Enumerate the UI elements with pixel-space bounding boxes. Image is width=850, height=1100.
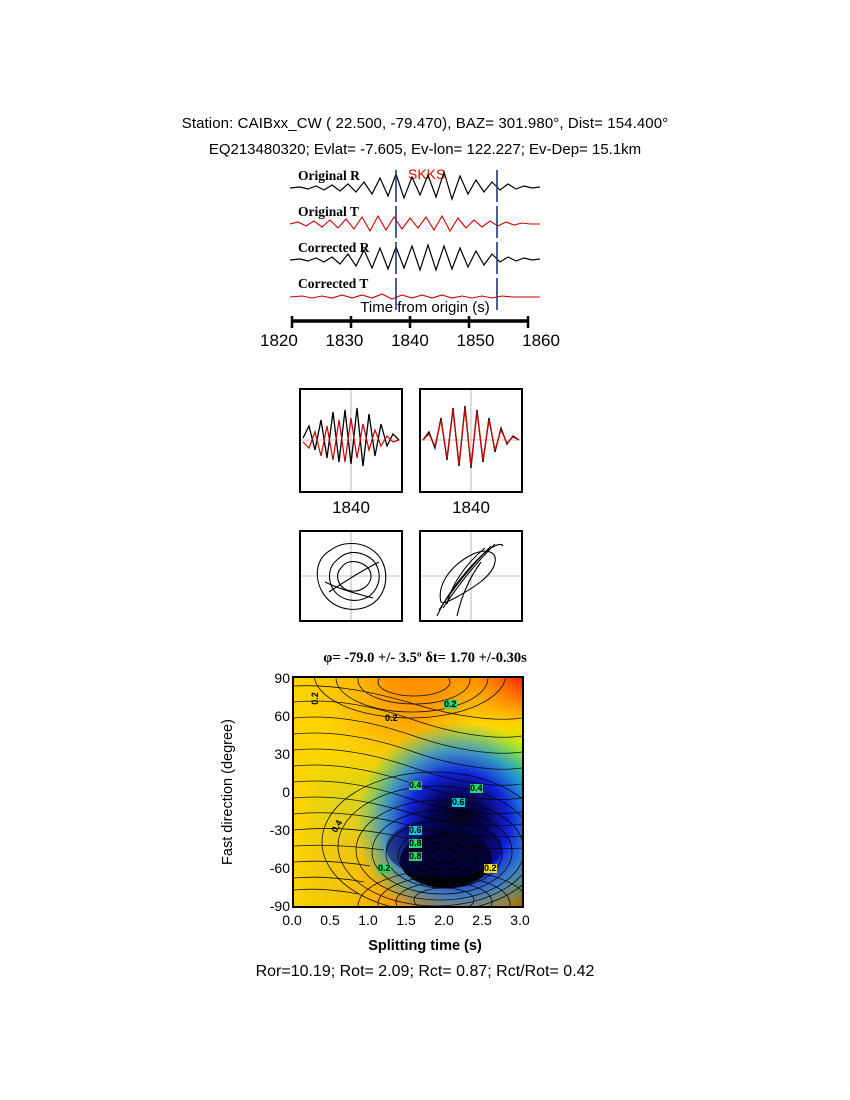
contour-label-0.2-d: 0.2 [378,863,391,873]
x-tick-1.0: 1.0 [358,912,378,928]
contour-label-0.4-a: 0.4 [409,780,422,790]
y-tick-90: 90 [274,670,290,686]
skks-phase-label: SKKS [408,166,446,182]
waveform-row-original-t [290,204,540,240]
contour-label-0.4-c: 0.4 [329,818,345,835]
contour-label-0.8-a: 0.8 [409,838,422,848]
time-tick-1820: 1820 [260,331,298,350]
contour-y-axis-label: Fast direction (degree) [220,719,236,865]
y-tick-0: 0 [282,784,290,800]
time-axis-title: Time from origin (s) [360,299,490,316]
contour-label-0.2-c: 0.2 [444,699,457,709]
contour-y-ticks [248,670,290,914]
x-tick-1.5: 1.5 [396,912,416,928]
contour-plot-area [292,676,524,908]
zoom-panel-uncorrected-label: 1840 [332,498,370,517]
contour-label-0.2-e: 0.2 [484,863,497,873]
time-tick-1850: 1850 [456,331,495,350]
y-tick-m30: -30 [269,822,290,838]
page-title [0,115,850,158]
waveform-label-original-r: Original R [298,168,360,183]
waveform-label-corrected-r: Corrected R [298,240,370,255]
svg-text:★: ★ [428,873,444,893]
x-tick-3.0: 3.0 [510,912,530,928]
time-axis-ruler [290,315,540,331]
quality-metrics-line: Ror=10.19; Rot= 2.09; Rct= 0.87; Rct/Rot= 0.42 [255,963,595,980]
zoom-panel-corrected-traces [421,390,521,491]
particle-motion-corrected [419,530,523,622]
contour-label-0.6-a: 0.6 [452,797,465,807]
y-tick-60: 60 [274,708,290,724]
y-tick-m60: -60 [269,860,290,876]
particle-motion-corrected-path [421,532,521,620]
waveform-row-corrected-r [290,240,540,276]
time-axis-tick-labels [260,331,560,351]
contour-x-axis-label: Splitting time (s) [368,938,482,954]
station-info-line: Station: CAIBxx_CW ( 22.500, -79.470), BAZ= 301.980°, Dist= 154.400° [181,115,669,132]
waveform-label-original-t: Original T [298,204,359,219]
contour-title: φ= -79.0 +/- 3.5º δt= 1.70 +/-0.30s [323,650,527,666]
contour-label-0.6-b: 0.6 [409,825,422,835]
contour-plot [292,676,524,908]
zoom-panel-corrected [419,388,523,493]
time-tick-1840: 1840 [391,331,429,350]
zoom-panel-corrected-label: 1840 [452,498,490,517]
time-tick-1830: 1830 [325,331,364,350]
contour-label-0.2-a: 0.2 [309,692,320,705]
waveform-label-corrected-t: Corrected T [298,276,369,291]
time-tick-1860: 1860 [522,331,560,350]
x-tick-0.5: 0.5 [320,912,340,928]
zoom-panel-uncorrected [299,388,403,493]
event-info-line: EQ213480320; Evlat= -7.605, Ev-lon= 122.227; Ev-Dep= 15.1km [208,141,642,158]
contour-label-0.4-b: 0.4 [470,783,483,793]
y-tick-30: 30 [274,746,290,762]
particle-motion-uncorrected [299,530,403,622]
zoom-panel-uncorrected-traces [301,390,401,491]
time-axis [260,315,560,355]
contour-label-0.2-b: 0.2 [385,713,398,723]
y-tick-m90: -90 [269,898,290,914]
x-tick-0.0: 0.0 [282,912,302,928]
x-tick-2.0: 2.0 [434,912,454,928]
x-tick-2.5: 2.5 [472,912,492,928]
contour-label-0.8-b: 0.8 [409,851,422,861]
waveform-row-original-r [290,168,540,204]
waveform-stack [290,168,540,318]
particle-motion-uncorrected-path [301,532,401,620]
